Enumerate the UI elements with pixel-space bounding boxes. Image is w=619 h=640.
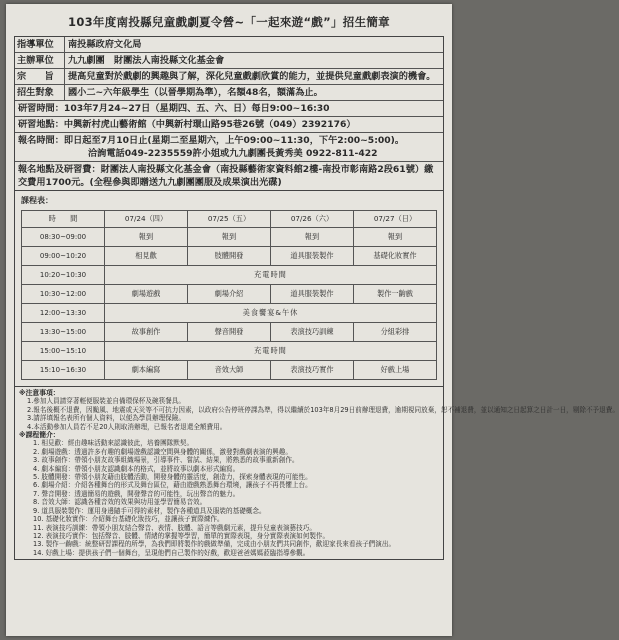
period-text: 研習時間：103年7月24~27日（星期四、五、六、日）每日9:00~16:30 (18, 103, 330, 114)
header-time: 時 間 (22, 211, 105, 228)
session-cell: 報到 (271, 228, 354, 247)
list-item: 3. 故事創作：帶領小朋友故事組織場景，引導事件、嘗試、結果，將熟悉的故事重新創作。 (33, 456, 299, 465)
register-text: 報名時間：即日起至7月10日止(星期二至星期六，上午09:00~11:30，下午2:00~5:00)。 (18, 135, 405, 146)
header-day-4: 07/27（日） (354, 211, 437, 228)
table-row (22, 228, 437, 247)
session-cell: 相見歡 (105, 247, 188, 266)
schedule-table (21, 210, 437, 380)
time-cell: 10:20~10:30 (22, 266, 105, 285)
course-heading: ※課程簡介： (19, 431, 60, 440)
session-cell: 劇本編寫 (105, 361, 188, 380)
list-item: 7. 聲音開發：透過簡易的遊戲，開發聲音的可能性，玩出聲音的魅力。 (33, 489, 240, 498)
list-item: 9. 道具服裝製作：運用身邊隨手可得的素材，製作各種道具及服裝的基礎概念。 (33, 506, 266, 515)
table-row (22, 342, 437, 361)
session-cell: 音效大師 (188, 361, 271, 380)
time-cell: 15:00~15:10 (22, 342, 105, 361)
time-cell: 15:10~16:30 (22, 361, 105, 380)
guide-label: 指導單位 (15, 37, 65, 52)
session-cell: 聲音開發 (188, 323, 271, 342)
list-item: 2.報名後概不退費，因颱風、地震或天災等不可抗力因素，以政府公告停班停課為準，得以繼續於103年8月29日前辦理退費，逾期視同放棄，恕不補退費，並以通知之日起算之日計一日，剔除不予退費。 (27, 405, 619, 414)
list-item: 8. 音效大師：認識各種音效的效果與功用並學習簡易音效。 (33, 498, 207, 507)
session-cell: 製作一齣戲 (354, 285, 437, 304)
session-cell: 好戲上場 (354, 361, 437, 380)
purpose-label: 宗 旨 (15, 69, 65, 84)
schedule-caption: 課程表： (21, 196, 53, 205)
session-cell: 表演技巧訓練 (271, 323, 354, 342)
table-row (22, 361, 437, 380)
session-cell: 肢體開發 (188, 247, 271, 266)
header-day-3: 07/26（六） (271, 211, 354, 228)
session-cell: 道具服裝製作 (271, 285, 354, 304)
info-row-period (15, 101, 443, 117)
header-day-2: 07/25（五） (188, 211, 271, 228)
document-page (6, 4, 619, 636)
lunch-cell: 美食饗宴&午休 (105, 304, 437, 323)
schedule-section (14, 191, 444, 387)
time-cell: 10:30~12:00 (22, 285, 105, 304)
table-row (22, 285, 437, 304)
session-cell: 劇場遊戲 (105, 285, 188, 304)
list-item: 2. 劇場遊戲：透過許多有趣的劇場遊戲認識空間與身體的關係，激發對戲劇表演的興趣。 (33, 447, 292, 456)
info-row-guide (15, 37, 443, 53)
schedule-header-row (22, 211, 437, 228)
fee-text: 報名地點及研習費：財團法人南投縣文化基金會（南投縣藝術家資料館2樓-南投市彰南路2段61號）繳交費用1700元。(全程參與即贈送九九劇團團服及成果演出光碟) (18, 164, 434, 188)
list-item: 4.本活動參加人員若不足20人則取消辦理，已報名者退還全額費用。 (27, 422, 227, 431)
host-label: 主辦單位 (15, 53, 65, 68)
list-item: 1. 相見歡：經由趣味活動來認識彼此，培養團隊默契。 (33, 439, 194, 448)
info-table (14, 36, 444, 191)
session-cell: 基礎化妝實作 (354, 247, 437, 266)
session-cell: 報到 (188, 228, 271, 247)
session-cell: 表演技巧實作 (271, 361, 354, 380)
session-cell: 劇場介紹 (188, 285, 271, 304)
session-cell: 報到 (105, 228, 188, 247)
list-item: 14. 好戲上場：提供孩子們一個舞台，呈現他們自己製作的好戲，歡迎爸爸媽媽蒞臨指導參觀。 (33, 548, 310, 557)
table-row (22, 304, 437, 323)
place-text: 研習地點：中興新村虎山藝術館（中興新村環山路95巷26號（049）2392176） (18, 119, 356, 130)
contact-text: 洽詢電話049-2235559許小姐或九九劇團長黃秀美 0922-811-422 (88, 148, 378, 159)
list-item: 13. 製作一齣戲：統整研習課程的所學，為我們即將製作的戲做準備，完成由小朋友們共同創作，歡迎家長來看孩子們演出。 (33, 540, 396, 549)
time-cell: 08:30~09:00 (22, 228, 105, 247)
time-cell: 09:00~10:20 (22, 247, 105, 266)
session-cell: 道具服裝製作 (271, 247, 354, 266)
session-cell: 分組彩排 (354, 323, 437, 342)
table-row (22, 266, 437, 285)
session-cell: 故事創作 (105, 323, 188, 342)
notes-section (14, 387, 619, 560)
break-cell: 充電時間 (105, 266, 437, 285)
info-row-purpose (15, 69, 443, 85)
list-item: 12. 表演技巧實作：包括聲音、肢體、情緒的掌握等學習，簡單的實際表現，身分實際表演如何製作。 (33, 531, 330, 540)
info-row-host (15, 53, 443, 69)
table-row (22, 323, 437, 342)
list-item: 4. 劇本編寫：帶領小朋友認識劇本的格式，並將故事以劇本形式編寫。 (33, 464, 240, 473)
info-row-register (15, 133, 443, 162)
list-item: 1.參加人員請穿著輕便服裝並自備環保杯及碗筷餐具。 (27, 397, 185, 406)
info-row-fee (15, 162, 443, 190)
break-cell: 充電時間 (105, 342, 437, 361)
time-cell: 12:00~13:30 (22, 304, 105, 323)
info-row-place (15, 117, 443, 133)
list-item: 11. 表演技巧訓練：帶領小朋友結合聲音、表情、肢體、語言等戲劇元素，提升兒童表演藝技巧。 (33, 523, 316, 532)
purpose-value: 提高兒童對於戲劇的興趣與了解，深化兒童戲劇欣賞的能力，並提供兒童戲劇表演的機會。 (68, 71, 436, 82)
host-value: 九九劇團 財團法人南投縣文化基金會 (68, 55, 225, 66)
guide-value: 南投縣政府文化局 (68, 39, 142, 50)
header-day-1: 07/24（四） (105, 211, 188, 228)
list-item: 10. 基礎化妝實作：介紹舞台基礎化妝技巧，並讓孩子實際練作。 (33, 515, 224, 524)
list-item: 5. 肢體開發：帶領小朋友藉由肢體活動，開發身體的靈活度，創造力，探索身體表現的可能性。 (33, 473, 312, 482)
target-label: 招生對象 (15, 85, 65, 100)
page-title: 103年度南投縣兒童戲劇夏令營~「一起來遊“戲”」招生簡章 (68, 15, 390, 29)
time-cell: 13:30~15:00 (22, 323, 105, 342)
target-value: 國小二~六年級學生（以晉學期為準），名額48名，額滿為止。 (68, 87, 323, 98)
attention-heading: ※注意事項： (19, 389, 60, 397)
table-row (22, 247, 437, 266)
list-item: 6. 劇場介紹：介紹各種舞台的形式及舞台區位，藉由遊戲熟悉舞台環境，讓孩子不再畏懼上台。 (33, 481, 312, 490)
session-cell: 報到 (354, 228, 437, 247)
list-item: 3.請詳填報名表所有個人資料，以便為學員辦理保險。 (27, 414, 185, 423)
info-row-target (15, 85, 443, 101)
